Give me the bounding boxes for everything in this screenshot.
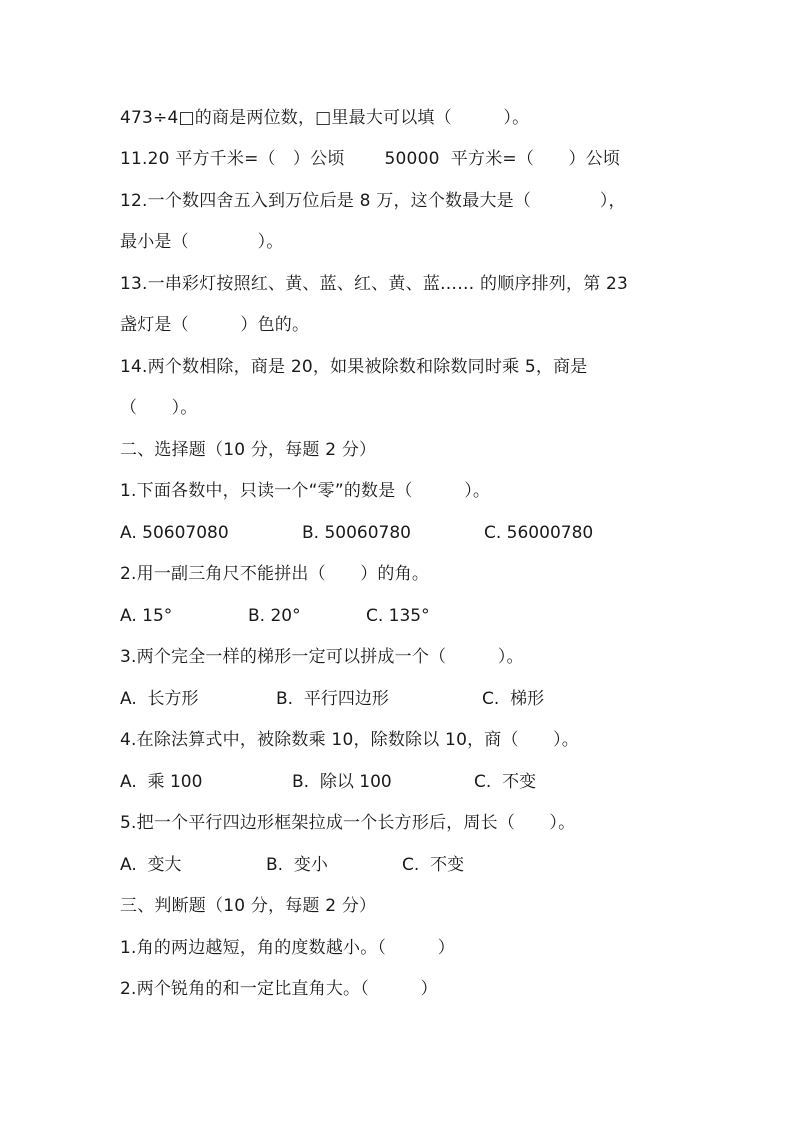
choice-question-3: 3.两个完全一样的梯形一定可以拼成一个（ ）。 [120, 647, 524, 667]
option-a: A. 变大 [120, 855, 182, 875]
option-a: A. 50607080 [120, 523, 229, 543]
fill-blank-14-line2: （ ）。 [120, 398, 198, 418]
fill-blank-12-line1: 12.一个数四舍五入到万位后是 8 万，这个数最大是（ ）， [120, 191, 626, 211]
fill-blank-11: 11.20 平方千米=（ ）公顷 50000 平方米=（ ）公顷 [120, 149, 621, 169]
option-a: A. 长方形 [120, 689, 199, 709]
fill-blank-10: 473÷4□的商是两位数，□里最大可以填（ ）。 [120, 108, 530, 128]
option-c: C. 56000780 [484, 523, 594, 543]
option-c: C. 135° [366, 606, 430, 626]
fill-blank-13-line1: 13.一串彩灯按照红、黄、蓝、红、黄、蓝…… 的顺序排列，第 23 [120, 274, 629, 294]
judgment-question-1: 1.角的两边越短，角的度数越小。（ ） [120, 938, 455, 958]
option-b: B. 变小 [266, 855, 328, 875]
judgment-question-2: 2.两个锐角的和一定比直角大。（ ） [120, 979, 438, 999]
option-c: C. 不变 [402, 855, 465, 875]
fill-blank-14-line1: 14.两个数相除，商是 20，如果被除数和除数同时乘 5，商是 [120, 357, 588, 377]
section-heading-choice: 二、选择题（10 分，每题 2 分） [120, 440, 377, 460]
option-b: B. 50060780 [302, 523, 411, 543]
choice-question-2: 2.用一副三角尺不能拼出（ ）的角。 [120, 564, 430, 584]
option-c: C. 梯形 [482, 689, 545, 709]
option-c: C. 不变 [474, 772, 537, 792]
fill-blank-13-line2: 盏灯是（ ）色的。 [120, 315, 310, 335]
option-b: B. 20° [248, 606, 301, 626]
choice-question-4: 4.在除法算式中，被除数乘 10，除数除以 10，商（ ）。 [120, 730, 579, 750]
option-a: A. 15° [120, 606, 173, 626]
choice-question-5: 5.把一个平行四边形框架拉成一个长方形后，周长（ ）。 [120, 813, 576, 833]
option-b: B. 平行四边形 [276, 689, 389, 709]
fill-blank-12-line2: 最小是（ ）。 [120, 232, 284, 252]
choice-question-1: 1.下面各数中，只读一个“零”的数是（ ）。 [120, 481, 491, 501]
option-b: B. 除以 100 [292, 772, 392, 792]
option-a: A. 乘 100 [120, 772, 203, 792]
section-heading-judgment: 三、判断题（10 分，每题 2 分） [120, 896, 377, 916]
